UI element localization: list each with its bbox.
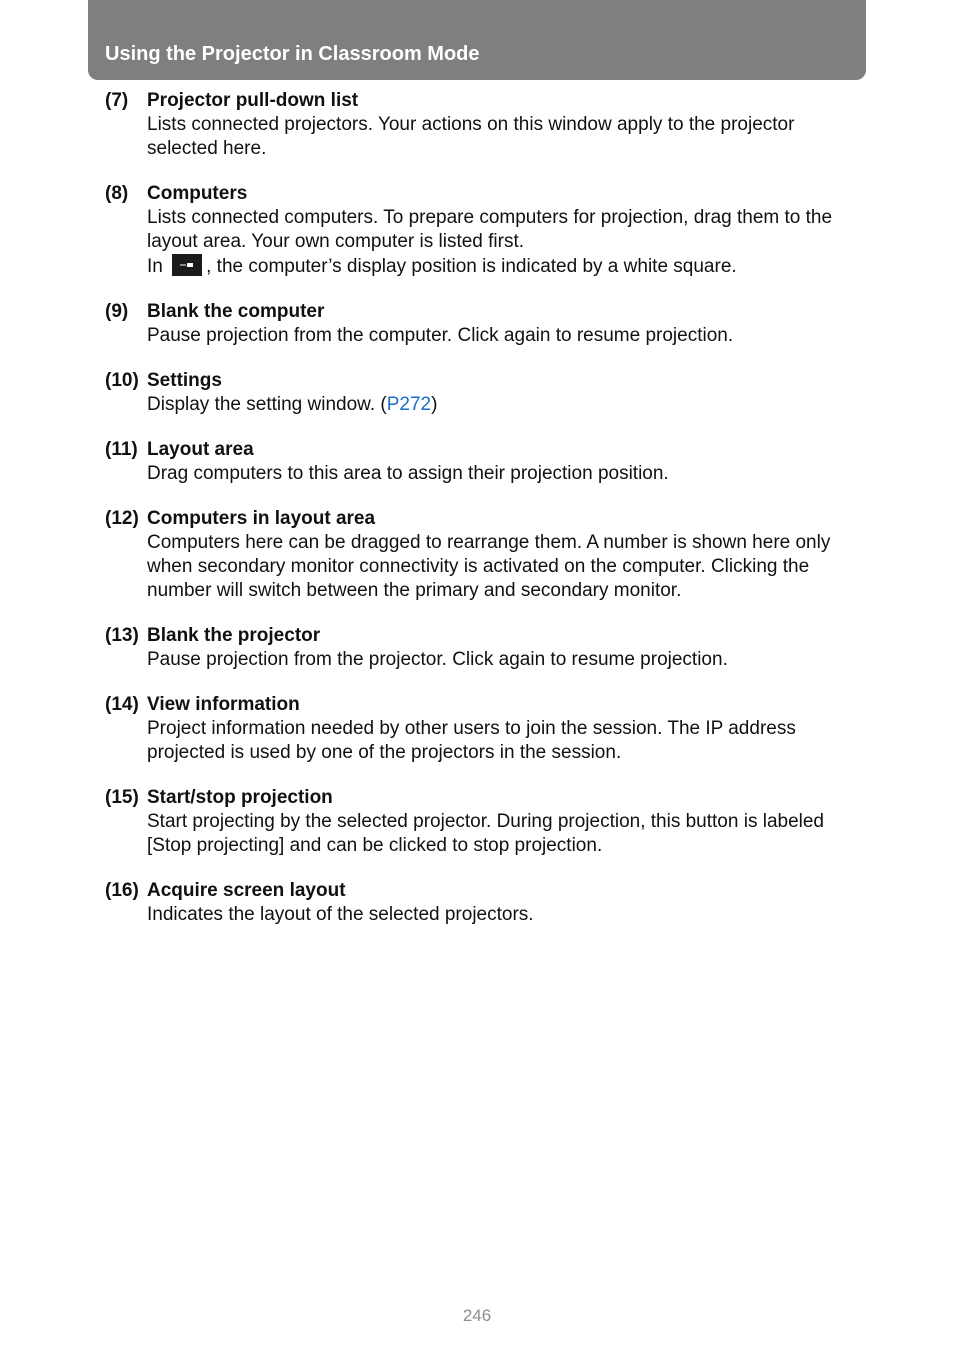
inline-text: Display the setting window. (: [147, 394, 387, 415]
item-heading: [105, 693, 850, 717]
item-description: [105, 113, 850, 161]
item-description: [105, 648, 850, 672]
list-item: [105, 182, 850, 279]
page-title: Using the Projector in Classroom Mode: [105, 43, 480, 65]
list-item: [105, 438, 850, 486]
list-item: [105, 879, 850, 927]
page-link-p272[interactable]: P272: [386, 394, 432, 415]
item-description-text: Indicates the layout of the selected projectors.: [147, 904, 534, 925]
inline-text: ): [431, 394, 438, 415]
item-description-text: Project information needed by other users to join the session. The IP address projected is used by one of the projectors in the session.: [147, 718, 796, 763]
list-item: [105, 507, 850, 603]
item-heading: [105, 369, 850, 393]
inline-text: In: [147, 256, 169, 277]
item-number: (8): [105, 183, 129, 204]
inline-text: , the computer’s display position is indicated by a white square.: [206, 256, 737, 277]
item-description-text: [147, 393, 850, 417]
list-item: [105, 89, 850, 161]
item-description-text: Pause projection from the projector. Click again to resume projection.: [147, 649, 728, 670]
item-description-text: Pause projection from the computer. Click again to resume projection.: [147, 325, 734, 346]
item-description: [105, 903, 850, 927]
item-number: (16): [105, 880, 139, 901]
item-description: [105, 462, 850, 486]
item-heading: [105, 182, 850, 206]
list-item: [105, 786, 850, 858]
list-item: [105, 693, 850, 765]
item-description: [105, 206, 850, 279]
item-heading: [105, 89, 850, 113]
item-description: [105, 324, 850, 348]
item-title: Blank the computer: [147, 301, 325, 322]
item-description-text: Computers here can be dragged to rearrange them. A number is shown here only when secondary monitor connectivity is activated on the computer. Clicking the number will switch between the primary and secondary monitor.: [147, 532, 831, 601]
item-title: Settings: [147, 370, 222, 391]
item-description-text: Lists connected projectors. Your actions on this window apply to the projector selected here.: [147, 114, 795, 159]
item-title: Projector pull-down list: [147, 90, 359, 111]
item-title: Layout area: [147, 439, 254, 460]
list-item: [105, 300, 850, 348]
item-description: [105, 393, 850, 417]
item-title: Computers in layout area: [147, 508, 376, 529]
item-description: [105, 810, 850, 858]
page-header: [88, 0, 866, 80]
item-description: [105, 531, 850, 603]
item-title: Blank the projector: [147, 625, 321, 646]
item-heading: [105, 300, 850, 324]
item-heading: [105, 786, 850, 810]
item-number: (9): [105, 301, 129, 322]
computer-display-position-icon: [172, 254, 202, 276]
list-item: [105, 369, 850, 417]
item-title: Acquire screen layout: [147, 880, 346, 901]
item-description-text-2: [147, 254, 850, 279]
item-heading: [105, 624, 850, 648]
item-list: [105, 89, 850, 948]
item-number: (14): [105, 694, 139, 715]
item-number: (11): [105, 439, 138, 460]
item-title: Start/stop projection: [147, 787, 333, 808]
item-heading: [105, 438, 850, 462]
item-heading: [105, 879, 850, 903]
item-number: (10): [105, 370, 139, 391]
item-number: (13): [105, 625, 139, 646]
item-title: Computers: [147, 183, 248, 204]
item-number: (7): [105, 90, 129, 111]
list-item: [105, 624, 850, 672]
item-description-text: Lists connected computers. To prepare computers for projection, drag them to the layout area. Your own computer is listed first.: [147, 207, 833, 252]
item-description-text: Drag computers to this area to assign their projection position.: [147, 463, 669, 484]
item-number: (15): [105, 787, 139, 808]
item-description-text: Start projecting by the selected projector. During projection, this button is labeled [Stop projecting] and can be clicked to stop projection.: [147, 811, 824, 856]
page-number: 246: [462, 1306, 492, 1325]
item-title: View information: [147, 694, 300, 715]
item-number: (12): [105, 508, 139, 529]
item-heading: [105, 507, 850, 531]
item-description: [105, 717, 850, 765]
